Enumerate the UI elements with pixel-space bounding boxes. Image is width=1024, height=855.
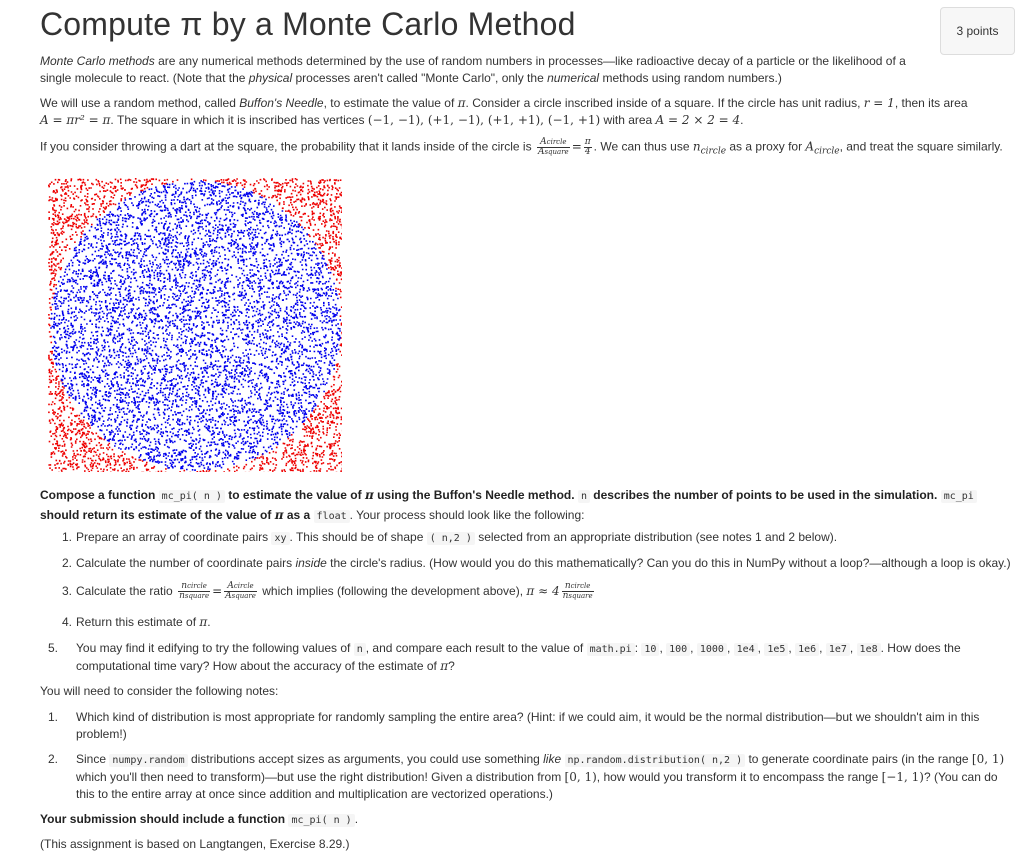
step-4: 4. Return this estimate of π. bbox=[62, 615, 211, 629]
step-2: 2. Calculate the number of coordinate pairs inside the circle's radius. (How would you do this mathematically? Can you do this in NumPy without a loop?—although a loop is okay.) bbox=[62, 556, 1011, 570]
area-ratio-fraction: $\frac{\text{Acircle}}{\text{Asquare}}$ bbox=[537, 137, 569, 157]
step-5: 5. You may find it edifying to try the following values of n , and compare each result to the value of math.pi : 10 , 100 , 1000 , 1e4 , 1e5 , 1e6 , 1e7 , 1e8 . How does the computational time vary? How about the accuracy of the estimate of π? bbox=[48, 641, 961, 673]
intro-paragraph-2: We will use a random method, called Buffon's Needle, to estimate the value of π. Consider a circle inscribed inside of a square. If the circle has unit radius, r = 1, then its area A = πr² = π. The square in which it is inscribed has vertices (−1, −1), (+1, −1), (+1, +1), (−1, +1) with area A = 2 × 2 = 4. bbox=[40, 96, 968, 127]
step-1: 1. Prepare an array of coordinate pairs xy . This should be of shape ( n,2 ) selected from an appropriate distribution (see notes 1 and 2 below). bbox=[62, 530, 838, 544]
notes-intro: You will need to consider the following notes: bbox=[40, 684, 279, 698]
intro-paragraph-1: Monte Carlo methods are any numerical methods determined by the use of random numbers in processes—like radioactive decay of a particle or the likelihood of a single molecule to react. (Note that the physical processes aren't called "Monte Carlo", only the numerical methods using random numbers.) bbox=[40, 54, 906, 85]
submission-note: Your submission should include a function mc_pi( n ) . bbox=[40, 812, 359, 826]
intro-paragraph-3: If you consider throwing a dart at the square, the probability that it lands inside of the circle is $\frac{\text{Acircle}}{\text{Asquare}}$ = $\frac{\pi}{4}$ . We can thus use $n_{circle}$ as a proxy for $A_{circle}$, and treat the square similarly. bbox=[40, 137, 1003, 157]
note-1: 1. Which kind of distribution is most appropriate for randomly sampling the entire area? (Hint: if we could aim, it would be the normal distribution—but we shouldn't aim in this problem!) bbox=[48, 710, 980, 741]
page-title: Compute π by a Monte Carlo Method bbox=[40, 6, 576, 42]
source-note: (This assignment is based on Langtangen, Exercise 8.29.) bbox=[40, 837, 350, 851]
note-2: 2. Since numpy.random distributions accept sizes as arguments, you could use something like np.random.distribution( n,2 ) to generate coordinate pairs (in the range [0, 1) which you'll then need to transform)—but use the right distribution! Given a distribution from [0, 1), how would you transform it to encompass the range [−1, 1)? (You can do this to the entire array at once since addition and multiplication are vectorized operations.) bbox=[48, 752, 1005, 801]
pi-over-4-fraction: $\frac{\pi}{4}$ bbox=[584, 137, 591, 157]
points-badge: 3 points bbox=[940, 7, 1015, 55]
task-paragraph: Compose a function mc_pi( n ) to estimate the value of π using the Buffon's Needle method. n describes the number of points to be used in the simulation. mc_pi should return its estimate of the value of π as a float . Your process should look like the following: bbox=[40, 486, 1016, 526]
points-inside-circle bbox=[50, 180, 341, 471]
monte-carlo-scatter-figure bbox=[48, 178, 342, 472]
step-3: 3. Calculate the ratio $\frac{\text{ncircle}}{\text{nsquare}}$ = $\frac{\text{Acircle}}{\text{Asquare}}$ which implies (following the development above), π ≈ 4 $\frac{\text{ncircle}}{\text{nsquare}}$ bbox=[62, 581, 593, 602]
